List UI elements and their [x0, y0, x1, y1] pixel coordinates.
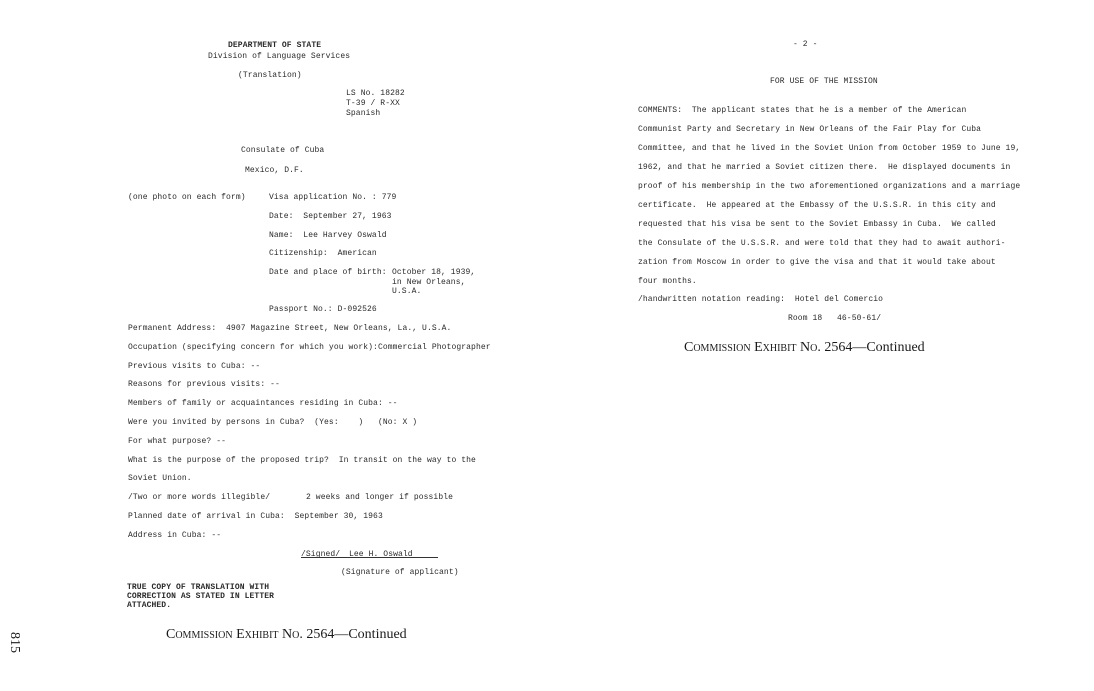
birth-label: Date and place of birth:: [269, 268, 387, 277]
purpose-question: For what purpose? --: [128, 437, 227, 446]
ls-number: LS No. 18282: [346, 89, 405, 98]
dept-heading: DEPARTMENT OF STATE: [228, 41, 322, 50]
application-date: Date: September 27, 1963: [269, 212, 392, 221]
signed-name: Lee H. Oswald: [349, 550, 413, 559]
division-heading: Division of Language Services: [208, 52, 351, 61]
mission-heading: FOR USE OF THE MISSION: [770, 77, 878, 86]
exhibit-caption-left-suffix: —Continued: [334, 627, 407, 642]
page-marker: - 2 -: [793, 40, 818, 49]
signature-line: [301, 557, 438, 558]
previous-visits: Previous visits to Cuba: --: [128, 362, 261, 371]
birth-country: U.S.A.: [392, 287, 422, 296]
signature-caption: (Signature of applicant): [341, 568, 459, 577]
birth-date: October 18, 1939,: [392, 268, 476, 277]
t-reference: T-39 / R-XX: [346, 99, 400, 108]
exhibit-caption-right: [684, 340, 925, 356]
signed-label: /Signed/: [301, 550, 341, 559]
true-copy-line-1: TRUE COPY OF TRANSLATION WITH: [127, 583, 270, 592]
comments-line-3: Committee, and that he lived in the Soviet Union from October 1959 to June 19,: [638, 144, 1021, 153]
previous-visit-reasons: Reasons for previous visits: --: [128, 380, 280, 389]
illegible-note: /Two or more words illegible/: [128, 493, 271, 502]
true-copy-line-2: CORRECTION AS STATED IN LETTER: [127, 592, 275, 601]
exhibit-caption-left: [166, 627, 407, 643]
comments-line-5: proof of his membership in the two aforementioned organizations and a marriage: [638, 182, 1021, 191]
stay-duration: 2 weeks and longer if possible: [306, 493, 454, 502]
comments-line-1: COMMENTS: The applicant states that he is a member of the American: [638, 106, 967, 115]
city-label: Mexico, D.F.: [245, 166, 304, 175]
exhibit-caption-left-main: Commission Exhibit No. 2564: [166, 627, 335, 642]
address-in-cuba: Address in Cuba: --: [128, 531, 222, 540]
birth-place: in New Orleans,: [392, 278, 466, 287]
passport-number: Passport No.: D-092526: [269, 305, 377, 314]
visa-application-number: Visa application No. : 779: [269, 193, 397, 202]
invited-question: Were you invited by persons in Cuba? (Yes: ) (No: X ): [128, 418, 418, 427]
translation-label: (Translation): [238, 71, 302, 80]
photo-note: (one photo on each form): [128, 193, 246, 202]
language-label: Spanish: [346, 109, 381, 118]
citizenship: Citizenship: American: [269, 249, 377, 258]
exhibit-caption-right-suffix: —Continued: [852, 340, 925, 355]
permanent-address: Permanent Address: 4907 Magazine Street, New Orleans, La., U.S.A.: [128, 324, 452, 333]
trip-purpose-line-1: What is the purpose of the proposed trip? In transit on the way to the: [128, 456, 476, 465]
comments-line-9: zation from Moscow in order to give the visa and that it would take about: [638, 258, 996, 267]
family-in-cuba: Members of family or acquaintances residing in Cuba: --: [128, 399, 398, 408]
arrival-date: Planned date of arrival in Cuba: September 30, 1963: [128, 512, 383, 521]
true-copy-line-3: ATTACHED.: [127, 601, 172, 610]
comments-line-4: 1962, and that he married a Soviet citizen there. He displayed documents in: [638, 163, 1011, 172]
occupation: Occupation (specifying concern for which you work):Commercial Photographer: [128, 343, 491, 352]
page-number: 815: [7, 632, 22, 653]
comments-line-2: Communist Party and Secretary in New Orleans of the Fair Play for Cuba: [638, 125, 982, 134]
comments-line-8: the Consulate of the U.S.S.R. and were told that they had to await authori-: [638, 239, 1006, 248]
handwritten-notation: /handwritten notation reading: Hotel del Comercio: [638, 295, 884, 304]
comments-line-6: certificate. He appeared at the Embassy of the U.S.S.R. in this city and: [638, 201, 996, 210]
comments-line-10: four months.: [638, 277, 697, 286]
trip-purpose-line-2: Soviet Union.: [128, 474, 192, 483]
room-notation: Room 18 46-50-61/: [788, 314, 882, 323]
applicant-name: Name: Lee Harvey Oswald: [269, 231, 387, 240]
comments-line-7: requested that his visa be sent to the Soviet Embassy in Cuba. We called: [638, 220, 996, 229]
consulate-label: Consulate of Cuba: [241, 146, 325, 155]
exhibit-caption-right-main: Commission Exhibit No. 2564: [684, 340, 853, 355]
